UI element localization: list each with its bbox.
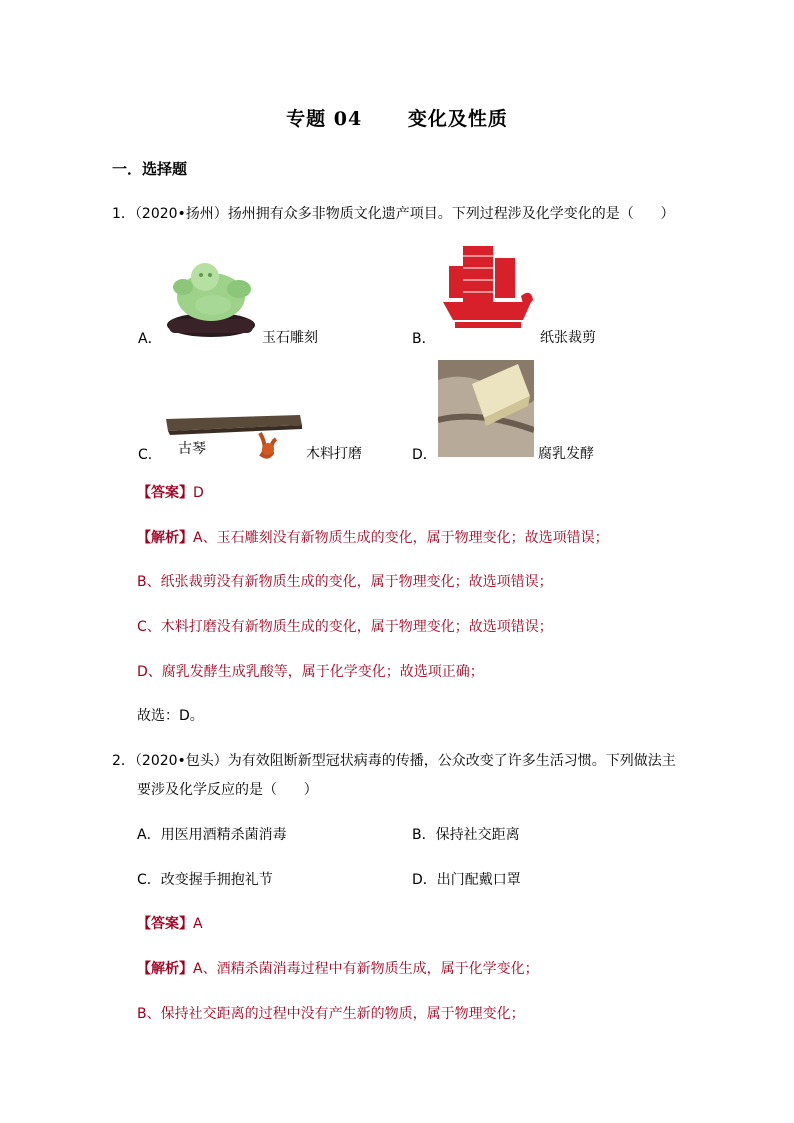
answer-tag: 【答案】 <box>137 916 193 932</box>
q2-analysis-line-1 <box>137 958 539 978</box>
fermented-tofu-image <box>438 360 534 457</box>
analysis-tag: 【解析】 <box>137 961 193 977</box>
question-2-stem-line-2: 要涉及化学反应的是（ ） <box>137 782 318 798</box>
q1-conclusion: 故选：D。 <box>137 708 204 724</box>
q1-option-d-text: 腐乳发酵 <box>538 446 594 462</box>
q2-option-a <box>137 824 287 844</box>
q2-option-b <box>412 824 520 844</box>
option-letter: B． <box>412 827 436 843</box>
option-letter: D． <box>412 872 437 888</box>
q1-option-c-text: 木料打磨 <box>306 446 362 462</box>
q1-analysis-line-3: C、木料打磨没有新物质生成的变化，属于物理变化；故选项错误； <box>137 619 553 635</box>
analysis-tag: 【解析】 <box>137 530 193 546</box>
option-letter: A． <box>137 827 161 843</box>
option-text: 保持社交距离 <box>435 827 520 843</box>
answer-value: A <box>193 916 203 932</box>
q1-analysis-line-4: D、腐乳发酵生成乳酸等，属于化学变化；故选项正确； <box>137 664 484 680</box>
option-text: 改变握手拥抱礼节 <box>160 872 273 888</box>
q1-analysis-line-2: B、纸张裁剪没有新物质生成的变化，属于物理变化；故选项错误； <box>137 574 553 590</box>
jade-carving-image <box>163 253 259 339</box>
q1-option-a-text: 玉石雕刻 <box>262 330 318 346</box>
q1-analysis-line-1 <box>137 527 609 547</box>
q1-option-c-letter: C． <box>138 447 162 463</box>
question-2-stem-line-1: 2．（2020•包头）为有效阻断新型冠状病毒的传播，公众改变了许多生活习惯。下列做法主 <box>112 753 676 769</box>
guqin-caption: 古琴 <box>178 441 206 457</box>
option-letter: C． <box>137 872 161 888</box>
answer-value: D <box>193 485 204 501</box>
q1-option-b-letter: B． <box>412 331 436 347</box>
paper-cutting-image <box>441 240 535 336</box>
q2-answer-line <box>137 913 203 933</box>
option-text: 用医用酒精杀菌消毒 <box>160 827 287 843</box>
section-heading: 一．选择题 <box>112 160 188 178</box>
q2-option-d <box>412 869 521 889</box>
analysis-text: A、酒精杀菌消毒过程中有新物质生成，属于化学变化； <box>193 961 539 977</box>
q1-option-b-text: 纸张裁剪 <box>540 330 596 346</box>
page-title: 专题 04 变化及性质 <box>286 108 508 130</box>
option-text: 出门配戴口罩 <box>436 872 521 888</box>
question-1-stem: 1．（2020•扬州）扬州拥有众多非物质文化遗产项目。下列过程涉及化学变化的是（ ） <box>112 206 675 222</box>
q1-option-d-letter: D． <box>412 447 437 463</box>
q1-answer-line <box>137 482 204 502</box>
answer-tag: 【答案】 <box>137 485 193 501</box>
q2-analysis-line-2: B、保持社交距离的过程中没有产生新的物质，属于物理变化； <box>137 1006 525 1022</box>
q1-option-a-letter: A． <box>138 331 162 347</box>
analysis-text: A、玉石雕刻没有新物质生成的变化，属于物理变化；故选项错误； <box>193 530 609 546</box>
q2-option-c <box>137 869 273 889</box>
